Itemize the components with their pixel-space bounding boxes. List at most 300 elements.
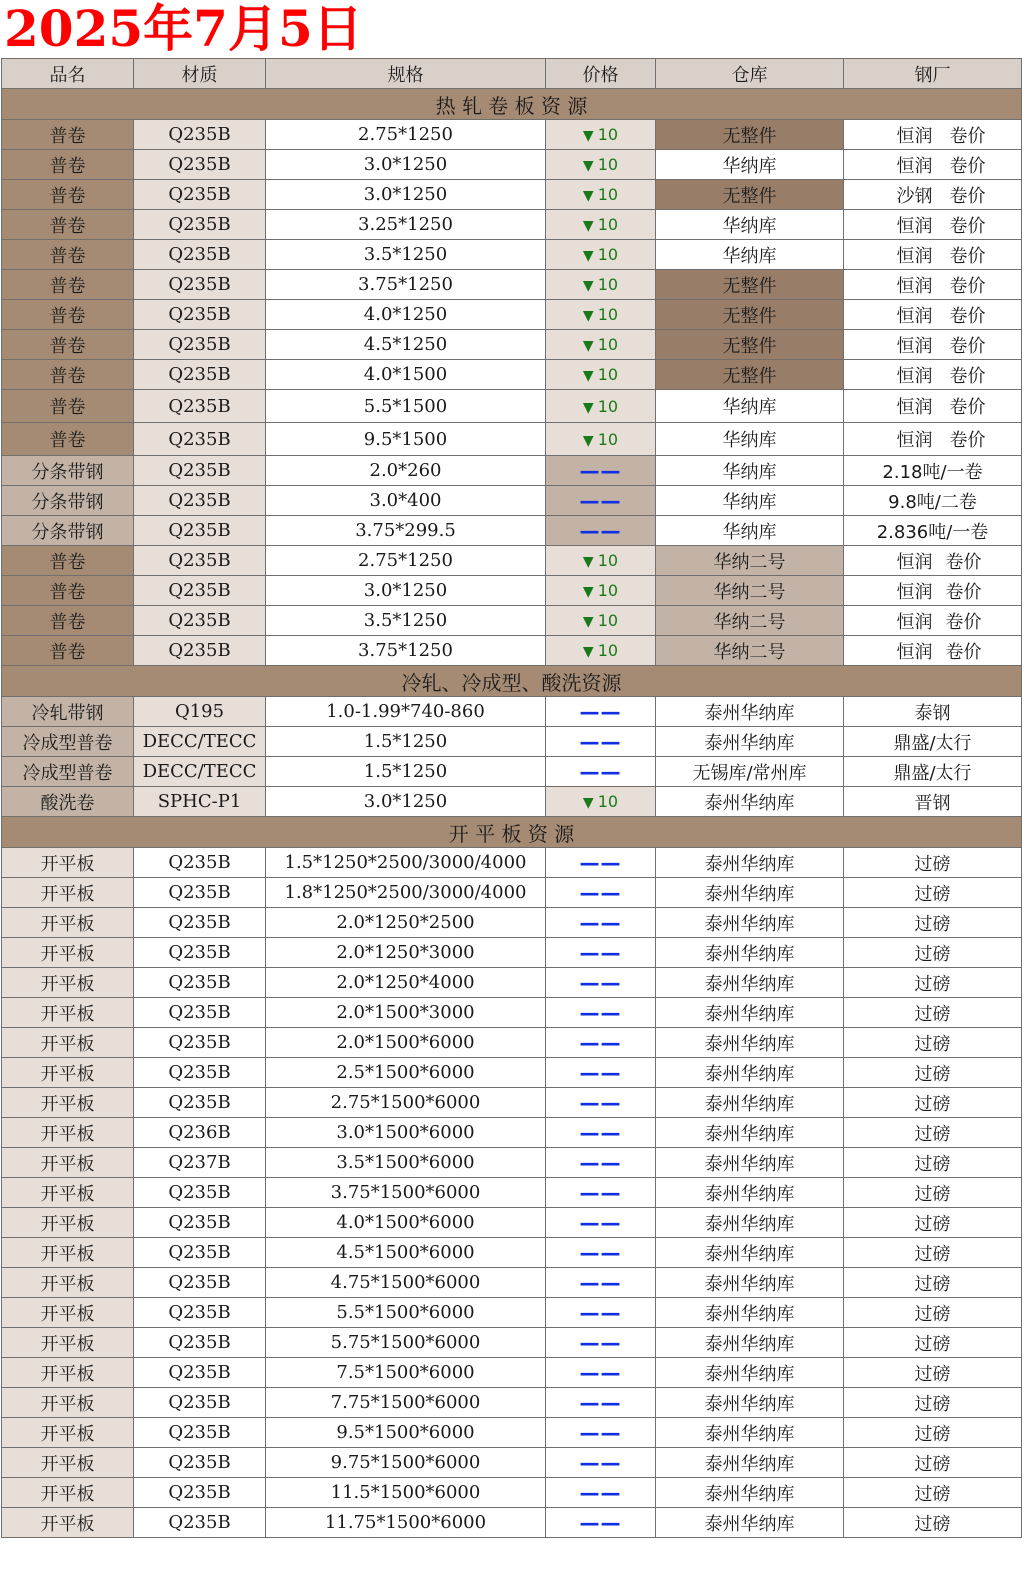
price-cell <box>546 998 656 1028</box>
mill-name: 恒润 <box>896 275 933 297</box>
table-row <box>2 240 1022 270</box>
price-basis-note: 卷价 <box>949 185 986 207</box>
warehouse-cell: 华纳二号 <box>656 546 844 576</box>
warehouse-cell: 无整件 <box>656 300 844 330</box>
spec-cell: 5.5*1500 <box>266 390 546 423</box>
warehouse-cell: 泰州华纳库 <box>656 697 844 727</box>
material-cell: Q235B <box>134 516 266 546</box>
material-cell: Q235B <box>134 423 266 456</box>
product-name-cell: 开平板 <box>2 908 134 938</box>
table-row <box>2 423 1022 456</box>
price-change-value: 10 <box>597 335 619 354</box>
warehouse-cell: 华纳二号 <box>656 606 844 636</box>
product-name-cell: 开平板 <box>2 1028 134 1058</box>
warehouse-cell: 泰州华纳库 <box>656 968 844 998</box>
mill-cell <box>844 423 1022 456</box>
material-cell: Q235B <box>134 360 266 390</box>
mill-cell <box>844 757 1022 787</box>
column-header-mill: 钢厂 <box>844 59 1022 89</box>
price-change-value: 10 <box>597 611 619 630</box>
table-row <box>2 697 1022 727</box>
spec-cell: 2.0*1250*3000 <box>266 938 546 968</box>
page-title: 2025年7月5日 <box>4 0 363 58</box>
mill-cell <box>844 1178 1022 1208</box>
price-unavailable-dash: —— <box>579 1210 622 1235</box>
mill-cell <box>844 1238 1022 1268</box>
warehouse-cell: 泰州华纳库 <box>656 1178 844 1208</box>
product-name-cell: 普卷 <box>2 423 134 456</box>
spec-cell: 3.0*1250 <box>266 180 546 210</box>
warehouse-cell: 华纳库 <box>656 516 844 546</box>
mill-name: 过磅 <box>914 1483 951 1505</box>
product-name-cell: 普卷 <box>2 606 134 636</box>
material-cell: Q235B <box>134 908 266 938</box>
price-basis-note: 卷价 <box>949 365 986 387</box>
table-row <box>2 180 1022 210</box>
mill-name: 过磅 <box>914 1393 951 1415</box>
price-cell <box>546 848 656 878</box>
price-unavailable-dash: —— <box>579 488 622 513</box>
spec-cell: 3.5*1250 <box>266 606 546 636</box>
mill-name: 过磅 <box>914 1243 951 1265</box>
price-change-value: 10 <box>597 245 619 264</box>
table-row <box>2 848 1022 878</box>
price-cell <box>546 1118 656 1148</box>
product-name-cell: 分条带钢 <box>2 486 134 516</box>
price-cell <box>546 486 656 516</box>
price-cell <box>546 1478 656 1508</box>
table-row <box>2 968 1022 998</box>
mill-cell <box>844 908 1022 938</box>
mill-cell <box>844 1118 1022 1148</box>
warehouse-cell: 华纳二号 <box>656 576 844 606</box>
price-basis-note: 卷价 <box>945 641 982 663</box>
price-cell <box>546 300 656 330</box>
product-name-cell: 开平板 <box>2 1238 134 1268</box>
price-cell <box>546 1208 656 1238</box>
spec-cell: 3.75*1500*6000 <box>266 1178 546 1208</box>
mill-cell <box>844 486 1022 516</box>
warehouse-cell: 泰州华纳库 <box>656 727 844 757</box>
spec-cell: 3.0*1250 <box>266 787 546 817</box>
table-row <box>2 1028 1022 1058</box>
material-cell: Q235B <box>134 390 266 423</box>
product-name-cell: 普卷 <box>2 120 134 150</box>
mill-name: 过磅 <box>914 1213 951 1235</box>
material-cell: Q235B <box>134 938 266 968</box>
mill-cell <box>844 210 1022 240</box>
mill-name: 过磅 <box>914 1303 951 1325</box>
price-basis-note: 卷价 <box>945 581 982 603</box>
spec-cell: 3.75*299.5 <box>266 516 546 546</box>
material-cell: DECC/TECC <box>134 757 266 787</box>
mill-name: 过磅 <box>914 1453 951 1475</box>
product-name-cell: 普卷 <box>2 360 134 390</box>
price-basis-note: 卷价 <box>945 611 982 633</box>
table-row <box>2 1088 1022 1118</box>
price-basis-note: 卷价 <box>945 551 982 573</box>
material-cell: Q235B <box>134 1088 266 1118</box>
mill-name: 过磅 <box>914 1363 951 1385</box>
spec-cell: 9.5*1500*6000 <box>266 1418 546 1448</box>
material-cell: Q235B <box>134 968 266 998</box>
mill-name: 过磅 <box>914 1333 951 1355</box>
table-row <box>2 938 1022 968</box>
warehouse-cell: 泰州华纳库 <box>656 787 844 817</box>
spec-cell: 2.0*260 <box>266 456 546 486</box>
spec-cell: 1.5*1250 <box>266 727 546 757</box>
mill-cell <box>844 1448 1022 1478</box>
table-row <box>2 606 1022 636</box>
price-down-arrow-icon: ▼ <box>582 432 594 449</box>
price-cell <box>546 576 656 606</box>
spec-cell: 4.5*1500*6000 <box>266 1238 546 1268</box>
mill-name: 过磅 <box>914 883 951 905</box>
price-basis-note: 卷价 <box>949 335 986 357</box>
price-change-value: 10 <box>597 429 619 449</box>
product-name-cell: 普卷 <box>2 636 134 666</box>
price-unavailable-dash: —— <box>579 1270 622 1295</box>
product-name-cell: 开平板 <box>2 1388 134 1418</box>
mill-cell <box>844 516 1022 546</box>
price-cell <box>546 423 656 456</box>
mill-name: 鼎盛/太行 <box>893 762 972 784</box>
product-name-cell: 开平板 <box>2 938 134 968</box>
mill-cell <box>844 1058 1022 1088</box>
spec-cell: 5.5*1500*6000 <box>266 1298 546 1328</box>
spec-cell: 2.0*1500*6000 <box>266 1028 546 1058</box>
mill-cell <box>844 180 1022 210</box>
spec-cell: 1.0-1.99*740-860 <box>266 697 546 727</box>
material-cell: Q235B <box>134 1208 266 1238</box>
product-name-cell: 开平板 <box>2 1448 134 1478</box>
product-name-cell: 普卷 <box>2 150 134 180</box>
price-unavailable-dash: —— <box>579 1030 622 1055</box>
warehouse-cell: 泰州华纳库 <box>656 1208 844 1238</box>
spec-cell: 9.5*1500 <box>266 423 546 456</box>
table-row <box>2 120 1022 150</box>
material-cell: Q235B <box>134 1388 266 1418</box>
mill-name: 过磅 <box>914 1153 951 1175</box>
table-body <box>2 89 1022 1538</box>
price-down-arrow-icon: ▼ <box>582 614 594 630</box>
price-unavailable-dash: —— <box>579 1480 622 1505</box>
mill-cell <box>844 330 1022 360</box>
price-cell <box>546 1508 656 1538</box>
spec-cell: 9.75*1500*6000 <box>266 1448 546 1478</box>
price-unavailable-dash: —— <box>579 1510 622 1535</box>
warehouse-cell: 华纳库 <box>656 150 844 180</box>
material-cell: Q235B <box>134 210 266 240</box>
spec-cell: 2.5*1500*6000 <box>266 1058 546 1088</box>
warehouse-cell: 无整件 <box>656 330 844 360</box>
spec-cell: 1.5*1250 <box>266 757 546 787</box>
mill-name: 9.8吨/二卷 <box>888 491 977 513</box>
mill-name: 过磅 <box>914 943 951 965</box>
product-name-cell: 酸洗卷 <box>2 787 134 817</box>
price-unavailable-dash: —— <box>579 1390 622 1415</box>
mill-cell <box>844 546 1022 576</box>
mill-cell <box>844 697 1022 727</box>
warehouse-cell: 泰州华纳库 <box>656 998 844 1028</box>
warehouse-cell: 华纳二号 <box>656 636 844 666</box>
price-cell <box>546 727 656 757</box>
mill-name: 泰钢 <box>914 702 951 724</box>
mill-cell <box>844 1388 1022 1418</box>
table-row <box>2 998 1022 1028</box>
price-cell <box>546 1328 656 1358</box>
mill-name: 恒润 <box>896 551 933 573</box>
table-row <box>2 1268 1022 1298</box>
price-basis-note: 卷价 <box>949 305 986 327</box>
table-row <box>2 727 1022 757</box>
warehouse-cell: 泰州华纳库 <box>656 878 844 908</box>
price-unavailable-dash: —— <box>579 1180 622 1205</box>
mill-cell <box>844 1478 1022 1508</box>
price-unavailable-dash: —— <box>579 518 622 543</box>
warehouse-cell: 华纳库 <box>656 210 844 240</box>
price-change-value: 10 <box>597 641 619 660</box>
price-cell <box>546 787 656 817</box>
price-basis-note: 卷价 <box>949 245 986 267</box>
price-down-arrow-icon: ▼ <box>582 158 594 174</box>
price-cell <box>546 330 656 360</box>
price-unavailable-dash: —— <box>579 1420 622 1445</box>
product-name-cell: 开平板 <box>2 968 134 998</box>
warehouse-cell: 泰州华纳库 <box>656 1058 844 1088</box>
table-row <box>2 1238 1022 1268</box>
mill-cell <box>844 150 1022 180</box>
warehouse-cell: 泰州华纳库 <box>656 1088 844 1118</box>
price-cell <box>546 546 656 576</box>
price-cell <box>546 1358 656 1388</box>
price-cell <box>546 1028 656 1058</box>
price-cell <box>546 1418 656 1448</box>
spec-cell: 1.8*1250*2500/3000/4000 <box>266 878 546 908</box>
spec-cell: 3.75*1250 <box>266 270 546 300</box>
price-cell <box>546 180 656 210</box>
price-cell <box>546 1148 656 1178</box>
price-unavailable-dash: —— <box>579 1330 622 1355</box>
header-row <box>2 59 1022 89</box>
price-down-arrow-icon: ▼ <box>582 278 594 294</box>
section-title: 开 平 板 资 源 <box>2 817 1022 848</box>
product-name-cell: 开平板 <box>2 878 134 908</box>
table-row <box>2 210 1022 240</box>
product-name-cell: 开平板 <box>2 1178 134 1208</box>
table-row <box>2 330 1022 360</box>
price-basis-note: 卷价 <box>949 275 986 297</box>
product-name-cell: 开平板 <box>2 1478 134 1508</box>
price-down-arrow-icon: ▼ <box>582 399 594 416</box>
price-unavailable-dash: —— <box>579 850 622 875</box>
warehouse-cell: 泰州华纳库 <box>656 1118 844 1148</box>
price-unavailable-dash: —— <box>579 970 622 995</box>
warehouse-cell: 泰州华纳库 <box>656 1448 844 1478</box>
mill-name: 过磅 <box>914 853 951 875</box>
mill-name: 恒润 <box>896 397 933 418</box>
mill-name: 鼎盛/太行 <box>893 732 972 754</box>
mill-cell <box>844 998 1022 1028</box>
spec-cell: 7.75*1500*6000 <box>266 1388 546 1418</box>
product-name-cell: 开平板 <box>2 1088 134 1118</box>
material-cell: Q235B <box>134 1268 266 1298</box>
spec-cell: 7.5*1500*6000 <box>266 1358 546 1388</box>
price-down-arrow-icon: ▼ <box>582 128 594 144</box>
mill-name: 晋钢 <box>914 792 951 814</box>
product-name-cell: 普卷 <box>2 300 134 330</box>
table-row <box>2 300 1022 330</box>
warehouse-cell: 华纳库 <box>656 456 844 486</box>
mill-cell <box>844 1208 1022 1238</box>
material-cell: Q195 <box>134 697 266 727</box>
warehouse-cell: 泰州华纳库 <box>656 1478 844 1508</box>
warehouse-cell: 华纳库 <box>656 390 844 423</box>
price-change-value: 10 <box>597 215 619 234</box>
warehouse-cell: 泰州华纳库 <box>656 1388 844 1418</box>
mill-name: 恒润 <box>896 155 933 177</box>
mill-cell <box>844 1298 1022 1328</box>
product-name-cell: 开平板 <box>2 1268 134 1298</box>
price-cell <box>546 1448 656 1478</box>
warehouse-cell: 泰州华纳库 <box>656 1028 844 1058</box>
product-name-cell: 开平板 <box>2 1328 134 1358</box>
warehouse-cell: 华纳库 <box>656 240 844 270</box>
spec-cell: 3.25*1250 <box>266 210 546 240</box>
mill-cell <box>844 848 1022 878</box>
material-cell: Q235B <box>134 300 266 330</box>
mill-cell <box>844 606 1022 636</box>
price-unavailable-dash: —— <box>579 1240 622 1265</box>
price-cell <box>546 636 656 666</box>
table-row <box>2 486 1022 516</box>
mill-name: 过磅 <box>914 913 951 935</box>
mill-name: 恒润 <box>896 215 933 237</box>
spec-cell: 2.0*1250*2500 <box>266 908 546 938</box>
spec-cell: 3.75*1250 <box>266 636 546 666</box>
material-cell: Q235B <box>134 576 266 606</box>
mill-cell <box>844 1028 1022 1058</box>
warehouse-cell: 泰州华纳库 <box>656 1508 844 1538</box>
warehouse-cell: 无整件 <box>656 270 844 300</box>
mill-cell <box>844 878 1022 908</box>
product-name-cell: 普卷 <box>2 330 134 360</box>
mill-name: 过磅 <box>914 1273 951 1295</box>
product-name-cell: 普卷 <box>2 270 134 300</box>
product-name-cell: 普卷 <box>2 210 134 240</box>
price-unavailable-dash: —— <box>579 1300 622 1325</box>
mill-name: 过磅 <box>914 1033 951 1055</box>
material-cell: Q235B <box>134 636 266 666</box>
price-unavailable-dash: —— <box>579 1120 622 1145</box>
price-unavailable-dash: —— <box>579 1150 622 1175</box>
spec-cell: 4.5*1250 <box>266 330 546 360</box>
column-header-name: 品名 <box>2 59 134 89</box>
table-row <box>2 1178 1022 1208</box>
mill-cell <box>844 1328 1022 1358</box>
spec-cell: 11.5*1500*6000 <box>266 1478 546 1508</box>
spec-cell: 3.0*1500*6000 <box>266 1118 546 1148</box>
spec-cell: 2.0*1250*4000 <box>266 968 546 998</box>
mill-name: 恒润 <box>896 335 933 357</box>
price-cell <box>546 1088 656 1118</box>
mill-name: 恒润 <box>896 365 933 387</box>
spec-cell: 3.5*1250 <box>266 240 546 270</box>
price-change-value: 10 <box>597 185 619 204</box>
mill-cell <box>844 1508 1022 1538</box>
warehouse-cell: 无整件 <box>656 180 844 210</box>
price-cell <box>546 757 656 787</box>
spec-cell: 3.0*400 <box>266 486 546 516</box>
table-row <box>2 757 1022 787</box>
product-name-cell: 开平板 <box>2 998 134 1028</box>
price-unavailable-dash: —— <box>579 1060 622 1085</box>
price-basis-note: 卷价 <box>949 430 986 451</box>
price-down-arrow-icon: ▼ <box>582 644 594 660</box>
product-name-cell: 普卷 <box>2 390 134 423</box>
table-row <box>2 787 1022 817</box>
price-cell <box>546 938 656 968</box>
price-unavailable-dash: —— <box>579 940 622 965</box>
mill-cell <box>844 576 1022 606</box>
price-cell <box>546 1238 656 1268</box>
table-row <box>2 1118 1022 1148</box>
price-cell <box>546 878 656 908</box>
price-cell <box>546 120 656 150</box>
price-unavailable-dash: —— <box>579 880 622 905</box>
column-header-warehouse: 仓库 <box>656 59 844 89</box>
material-cell: Q235B <box>134 1508 266 1538</box>
mill-cell <box>844 360 1022 390</box>
price-cell <box>546 908 656 938</box>
price-down-arrow-icon: ▼ <box>582 795 594 811</box>
material-cell: Q235B <box>134 998 266 1028</box>
material-cell: Q235B <box>134 330 266 360</box>
material-cell: Q236B <box>134 1118 266 1148</box>
price-unavailable-dash: —— <box>579 699 622 724</box>
table-row <box>2 1208 1022 1238</box>
warehouse-cell: 泰州华纳库 <box>656 848 844 878</box>
warehouse-cell: 华纳库 <box>656 486 844 516</box>
mill-name: 2.836吨/一卷 <box>876 521 989 543</box>
price-cell <box>546 1058 656 1088</box>
product-name-cell: 普卷 <box>2 576 134 606</box>
product-name-cell: 开平板 <box>2 1298 134 1328</box>
price-down-arrow-icon: ▼ <box>582 368 594 384</box>
price-basis-note: 卷价 <box>949 397 986 418</box>
spec-cell: 3.5*1500*6000 <box>266 1148 546 1178</box>
price-cell <box>546 456 656 486</box>
mill-cell <box>844 636 1022 666</box>
mill-cell <box>844 1418 1022 1448</box>
price-unavailable-dash: —— <box>579 729 622 754</box>
material-cell: Q235B <box>134 120 266 150</box>
product-name-cell: 开平板 <box>2 1148 134 1178</box>
material-cell: Q235B <box>134 456 266 486</box>
table-row <box>2 1358 1022 1388</box>
price-cell <box>546 390 656 423</box>
warehouse-cell: 泰州华纳库 <box>656 908 844 938</box>
price-unavailable-dash: —— <box>579 1360 622 1385</box>
section-header-row <box>2 666 1022 697</box>
material-cell: Q235B <box>134 180 266 210</box>
spec-cell: 4.75*1500*6000 <box>266 1268 546 1298</box>
price-change-value: 10 <box>597 275 619 294</box>
product-name-cell: 开平板 <box>2 1358 134 1388</box>
price-down-arrow-icon: ▼ <box>582 218 594 234</box>
spec-cell: 3.0*1250 <box>266 576 546 606</box>
material-cell: Q237B <box>134 1148 266 1178</box>
